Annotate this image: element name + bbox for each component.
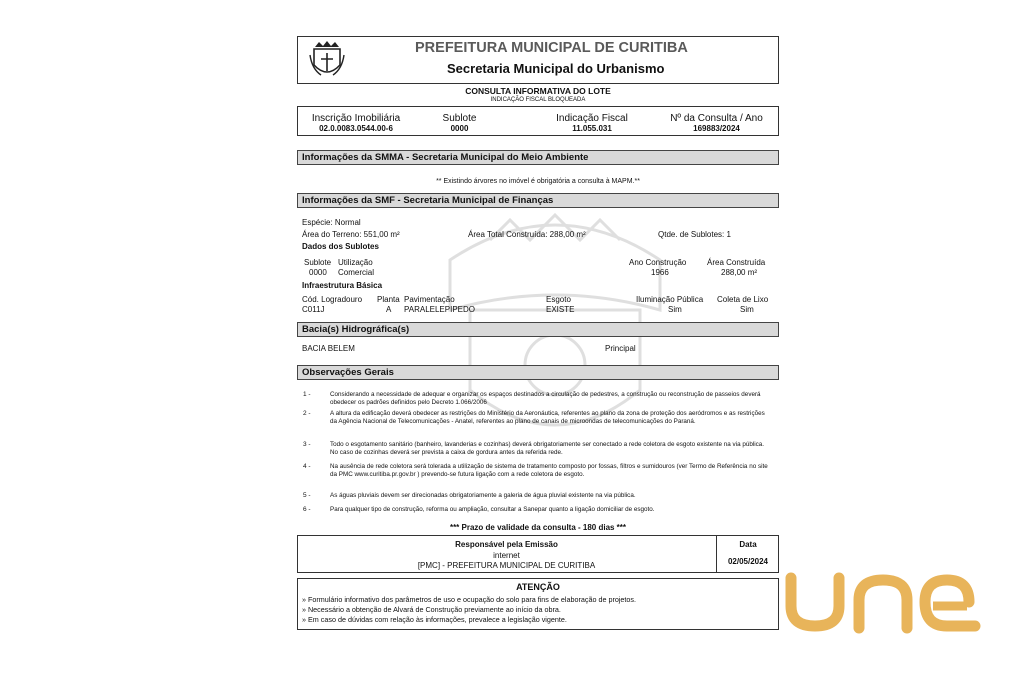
- sublote-label: Sublote: [442, 113, 477, 124]
- org-name: PREFEITURA MUNICIPAL DE CURITIBA: [415, 40, 688, 56]
- data-value: 02/05/2024: [727, 557, 769, 566]
- area-total: Área Total Construída: 288,00 m²: [468, 230, 586, 239]
- indicacao-label: Indicação Fiscal: [556, 113, 628, 124]
- obs-num: 3 -: [303, 441, 311, 448]
- obs-text: As águas pluviais devem ser direcionadas obrigatoriamente a galeria de água pluvial existente na via pública.: [330, 492, 636, 499]
- una-logo: [783, 572, 983, 634]
- dept-name: Secretaria Municipal do Urbanismo: [447, 61, 665, 76]
- sub-head-area: Área Construída: [707, 258, 766, 267]
- obs-num: 1 -: [303, 391, 311, 398]
- infra-head-pav: Pavimentação: [404, 295, 455, 304]
- resp-label: Responsável pela Emissão: [455, 540, 558, 549]
- obs-num: 2 -: [303, 410, 311, 417]
- coat-of-arms-icon: [309, 39, 345, 81]
- obs-text: Na ausência de rede coletora será tolerada a utilização de sistema de tratamento composto por fossas, filtros e sumidouros (ver Termo de Referência no site da PMC www.curitiba.pr.gov.br ) prevendo-se futura ligação com a rede coletora de esgoto.: [330, 463, 768, 478]
- resp-name: [PMC] - PREFEITURA MUNICIPAL DE CURITIBA: [417, 561, 596, 570]
- obs-num: 6 -: [303, 506, 311, 513]
- section-smma: Informações da SMMA - Secretaria Municipal do Meio Ambiente: [297, 150, 779, 165]
- validity-note: *** Prazo de validade da consulta - 180 dias ***: [449, 523, 627, 532]
- infra-val-pav: PARALELEPIPEDO: [404, 305, 475, 314]
- infra-head-coleta: Coleta de Lixo: [717, 295, 769, 304]
- inscricao-value: 02.0.0083.0544.00-6: [319, 124, 393, 133]
- obs-text: Considerando a necessidade de adequar e organizar os espaços destinados a circulação de pedestres, a construção ou reconstrução de passeios deverá obedecer os padrões definidos pelo Decreto 1.066/2006: [330, 391, 761, 406]
- qtde-sublotes: Qtde. de Sublotes: 1: [658, 230, 731, 239]
- infra-title: Infraestrutura Básica: [302, 281, 383, 290]
- infra-val-coleta: Sim: [740, 305, 754, 314]
- infra-val-planta: A: [386, 305, 392, 314]
- infra-head-cod: Cód. Logradouro: [302, 295, 363, 304]
- obs-text: Para qualquer tipo de construção, reforma ou ampliação, consultar a Sanepar quanto a ligação domiciliar de esgoto.: [330, 506, 655, 513]
- sub-val-ano: 1966: [651, 268, 669, 277]
- infra-val-cod: C011J: [302, 305, 325, 314]
- infra-val-ilum: Sim: [668, 305, 682, 314]
- sub-val-utilizacao: Comercial: [338, 268, 375, 277]
- sub-val-area: 288,00 m²: [721, 268, 758, 277]
- sub-head-utilizacao: Utilização: [338, 258, 373, 267]
- doc-subtitle: INDICAÇÃO FISCAL BLOQUEADA: [490, 97, 586, 103]
- resp-channel: internet: [493, 551, 520, 560]
- smma-note: ** Existindo árvores no imóvel é obrigatória a consulta à MAPM.**: [436, 178, 640, 185]
- sub-head-sublote: Sublote: [304, 258, 332, 267]
- bacia-name: BACIA BELEM: [302, 344, 355, 353]
- obs-text: A altura da edificação deverá obedecer as restrições do Ministério da Aeronáutica, referentes ao plano da zona de proteção dos aeródromos e as restrições da Agência Nacional de Telecomunicações - Anatel, referentes ao plano de canais de microondas de telecomunicações do Paraná.: [330, 410, 765, 425]
- bacia-type: Principal: [605, 344, 636, 353]
- sub-val-sublote: 0000: [309, 268, 327, 277]
- section-obs: Observações Gerais: [297, 365, 779, 380]
- atencao-title: ATENÇÃO: [516, 582, 560, 592]
- section-smf: Informações da SMF - Secretaria Municipal de Finanças: [297, 193, 779, 208]
- atencao-line: » Necessário a obtenção de Alvará de Construção previamente ao início da obra.: [302, 605, 561, 614]
- obs-text: Todo o esgotamento sanitário (banheiro, lavanderias e cozinhas) deverá obrigatoriamente ser conectado a rede coletora de esgoto existente na via pública. No caso de cozinhas deverá ser prevista a caixa de gordura antes da referida rede.: [330, 441, 765, 456]
- area-terreno: Área do Terreno: 551,00 m²: [302, 230, 400, 239]
- obs-num: 5 -: [303, 492, 311, 499]
- infra-val-esgoto: EXISTE: [546, 305, 575, 314]
- sub-head-ano: Ano Construção: [629, 258, 687, 267]
- atencao-line: » Formulário informativo dos parâmetros de uso e ocupação do solo para fins de elaboração de projetos.: [302, 595, 637, 604]
- especie: Espécie: Normal: [302, 218, 361, 227]
- dados-sublotes-title: Dados dos Sublotes: [302, 242, 379, 251]
- infra-head-planta: Planta: [377, 295, 400, 304]
- infra-head-esgoto: Esgoto: [546, 295, 571, 304]
- infra-head-ilum: Iluminação Pública: [636, 295, 704, 304]
- indicacao-value: 11.055.031: [572, 124, 612, 133]
- sublote-value: 0000: [450, 124, 469, 133]
- consulta-label: Nº da Consulta / Ano: [670, 113, 763, 124]
- inscricao-label: Inscrição Imobiliária: [311, 113, 401, 124]
- data-label: Data: [739, 540, 757, 549]
- obs-num: 4 -: [303, 463, 311, 470]
- consulta-value: 169883/2024: [693, 124, 740, 133]
- atencao-line: » Em caso de dúvidas com relação às informações, prevalece a legislação vigente.: [302, 615, 567, 624]
- section-bacia: Bacia(s) Hidrográfica(s): [297, 322, 779, 337]
- doc-title: CONSULTA INFORMATIVA DO LOTE: [465, 86, 611, 96]
